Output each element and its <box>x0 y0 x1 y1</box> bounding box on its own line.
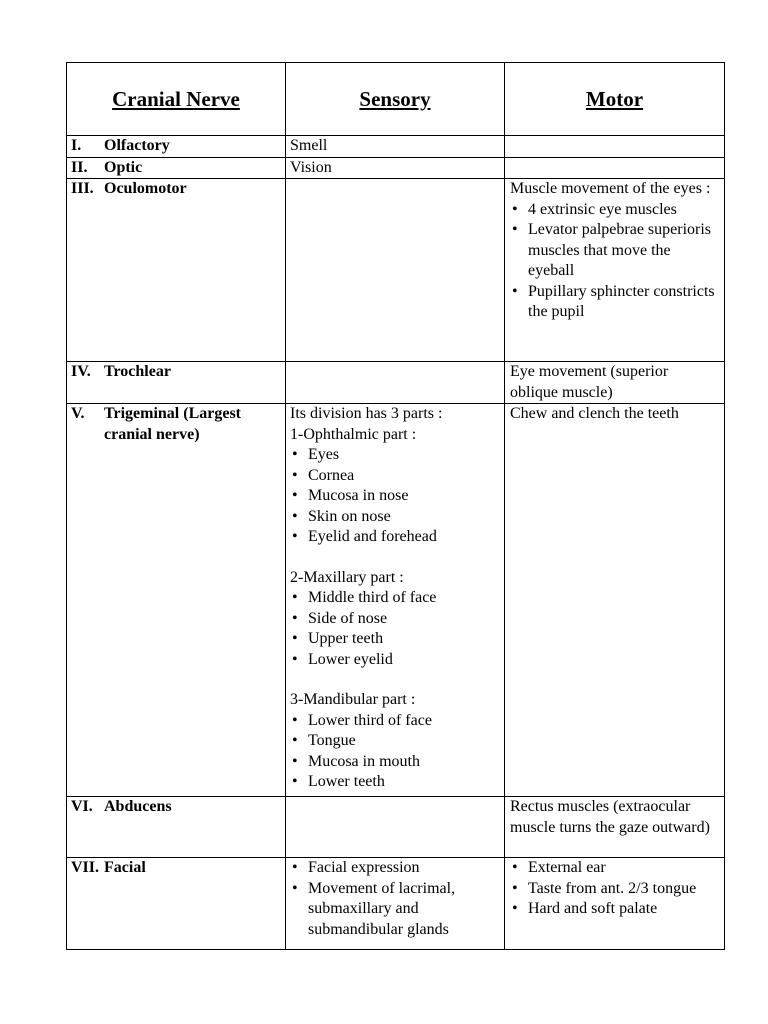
list-item: • Levator palpebrae superioris muscles that move the eyeball <box>510 220 720 282</box>
list-item: • Mucosa in nose <box>290 486 500 507</box>
nerve-cell: VII. Facial <box>67 858 286 950</box>
nerve-name: Trigeminal (Largest cranial nerve) <box>104 405 242 443</box>
list-item: • External ear <box>510 858 720 879</box>
motor-cell <box>505 136 725 158</box>
nerve-cell: II. Optic <box>67 157 286 179</box>
cranial-nerve-table <box>66 62 725 950</box>
table-row <box>67 404 725 797</box>
list-item: • Hard and soft palate <box>510 899 720 920</box>
sensory-cell: Vision <box>286 157 505 179</box>
list-item: • Middle third of face <box>290 588 500 609</box>
sensory-list <box>290 858 500 940</box>
list-item: • 4 extrinsic eye muscles <box>510 200 720 221</box>
header-cranial-nerve: Cranial Nerve <box>67 63 286 136</box>
table-row <box>67 362 725 404</box>
nerve-name: Abducens <box>104 798 172 815</box>
list-item: • Lower eyelid <box>290 650 500 671</box>
motor-cell <box>505 157 725 179</box>
list-item: • Upper teeth <box>290 629 500 650</box>
sensory-cell <box>286 362 505 404</box>
motor-intro: Muscle movement of the eyes : <box>510 180 711 197</box>
header-row <box>67 63 725 136</box>
table-row <box>67 858 725 950</box>
nerve-name: Olfactory <box>104 137 170 154</box>
list-item: • Facial expression <box>290 858 500 879</box>
nerve-name: Facial <box>104 859 146 876</box>
list-item: • Tongue <box>290 731 500 752</box>
list-item: • Lower teeth <box>290 772 500 793</box>
header-motor: Motor <box>505 63 725 136</box>
division-list <box>290 445 500 548</box>
nerve-cell: IV. Trochlear <box>67 362 286 404</box>
table-row <box>67 157 725 179</box>
nerve-cell: VI. Abducens <box>67 797 286 858</box>
nerve-cell: III. Oculomotor <box>67 179 286 362</box>
nerve-cell: I. Olfactory <box>67 136 286 158</box>
motor-cell <box>505 858 725 950</box>
nerve-name: Oculomotor <box>104 180 187 197</box>
motor-cell: Eye movement (superior oblique muscle) <box>505 362 725 404</box>
list-item: • Pupillary sphincter constricts the pupil <box>510 282 720 323</box>
list-item: • Movement of lacrimal, submaxillary and submandibular glands <box>290 879 500 941</box>
motor-cell: Chew and clench the teeth <box>505 404 725 797</box>
sensory-cell <box>286 858 505 950</box>
list-item: • Mucosa in mouth <box>290 752 500 773</box>
nerve-cell: V. Trigeminal (Largest cranial nerve) <box>67 404 286 797</box>
division-list <box>290 588 500 670</box>
list-item: • Lower third of face <box>290 711 500 732</box>
motor-list <box>510 858 720 920</box>
list-item: • Side of nose <box>290 609 500 630</box>
sensory-intro: Its division has 3 parts : <box>290 405 443 422</box>
list-item: • Taste from ant. 2/3 tongue <box>510 879 720 900</box>
motor-list <box>510 200 720 323</box>
nerve-name: Trochlear <box>104 363 171 380</box>
motor-cell: Rectus muscles (extraocular muscle turns the gaze outward) <box>505 797 725 858</box>
list-item: • Eyes <box>290 445 500 466</box>
list-item: • Skin on nose <box>290 507 500 528</box>
list-item: • Cornea <box>290 466 500 487</box>
header-sensory: Sensory <box>286 63 505 136</box>
list-item: • Eyelid and forehead <box>290 527 500 548</box>
table-row <box>67 179 725 362</box>
sensory-cell <box>286 404 505 797</box>
motor-cell <box>505 179 725 362</box>
sensory-cell: Smell <box>286 136 505 158</box>
sensory-cell <box>286 797 505 858</box>
table-row <box>67 136 725 158</box>
division-title: 1-Ophthalmic part : <box>290 425 417 443</box>
nerve-name: Optic <box>104 158 143 176</box>
table-row <box>67 797 725 858</box>
division-title: 3-Mandibular part : <box>290 691 416 708</box>
sensory-cell <box>286 179 505 362</box>
division-list <box>290 711 500 793</box>
division-title: 2-Maxillary part : <box>290 568 404 586</box>
document-page <box>66 62 724 950</box>
